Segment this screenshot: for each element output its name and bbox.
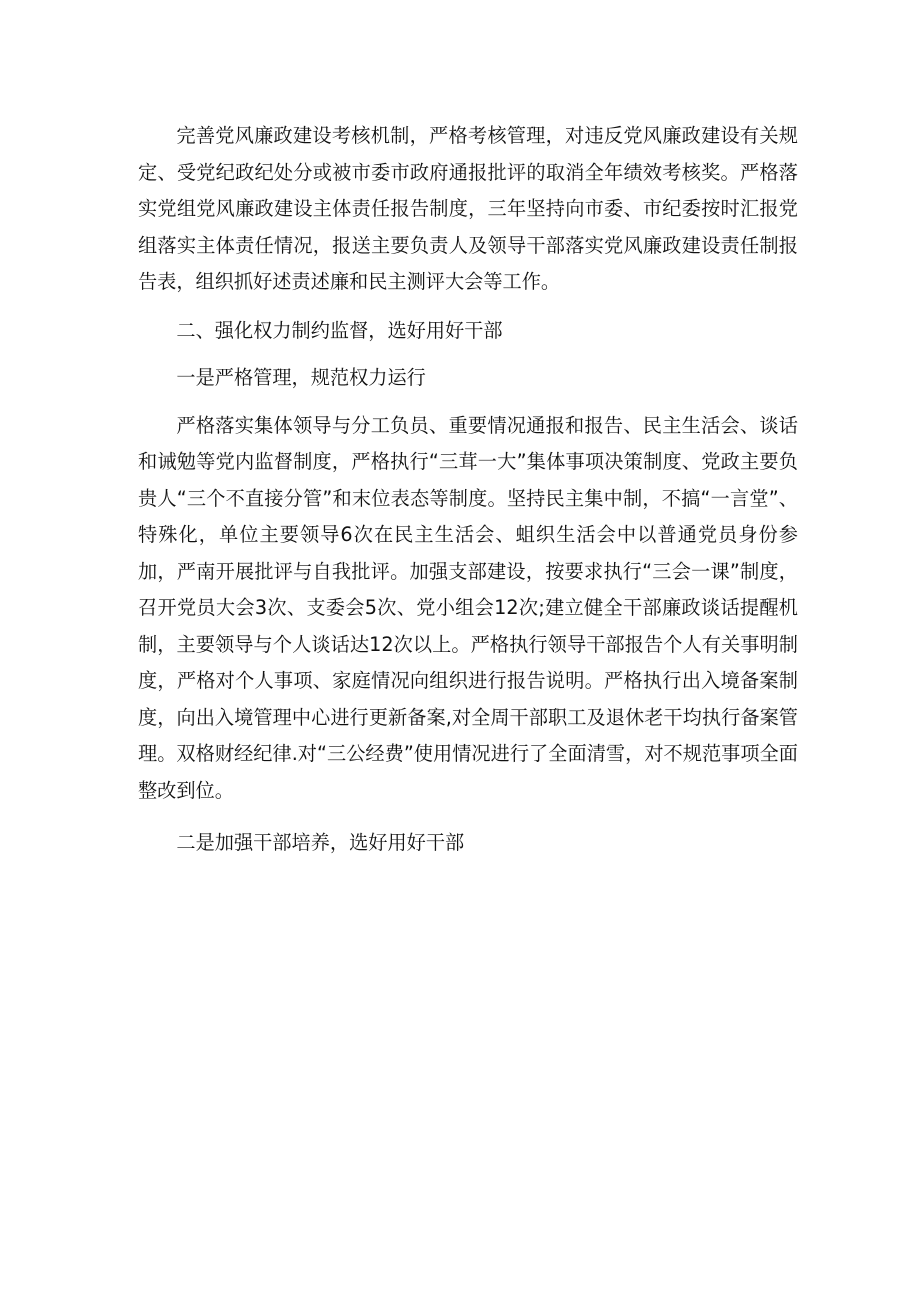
document-page <box>138 118 798 862</box>
subheading-cadre-training: 二是加强干部培养，选好用好干部 <box>176 831 465 854</box>
subheading-strict-management: 一是严格管理，规范权力运行 <box>176 366 426 389</box>
paragraph-supervision-system: 严格落实集体领导与分工负员、重要情况通报和报告、民主生活会、谈话和诫勉等党内监督制度，严格执行“三茸一大”集体事项决策制度、党政主要负贵人“三个不直接分管”和末位表态等制度。坚持民主集中制，不搞“一言堂”、特殊化，单位主要领导6次在民主生活会、蛆织生活会中以普通党员身份参加，严南开展批评与自我批评。加强支部建设，按要求执行“三会一课”制度，召开党员大会3次、支委会5次、党小组会12次;建立健全干部廉政谈话提醒机制，主要领导与个人谈话达12次以上。严格执行领导干部报告个人有关事明制度，严格对个人事项、家庭情况向组织进行报告说明。严格执行出入境备案制度，向出入境管理中心进行更新备案,对全周干部职工及退休老干均执行备案管理。双格财经纪律.对“三公经费”使用情况进行了全面清雪，对不规范事项全面整改到位。 <box>138 413 798 802</box>
section-heading-power-supervision: 二、强化权力制约监督，选好用好干部 <box>176 318 503 342</box>
paragraph-assessment-mechanism: 完善党风廉政建设考核机制，严格考核管理，对违反党风廉政建设有关规定、受党纪政纪处分或被市委市政府通报批评的取消全年绩效考核奖。严格落实党组党风廉政建设主体责任报告制度，三年坚持向市委、市纪委按时汇报党组落实主体责任情况，报送主要负责人及领导干部落实党风廉政建设责任制报告表，组织抓好述责述廉和民主测评大会等工作。 <box>138 124 798 293</box>
